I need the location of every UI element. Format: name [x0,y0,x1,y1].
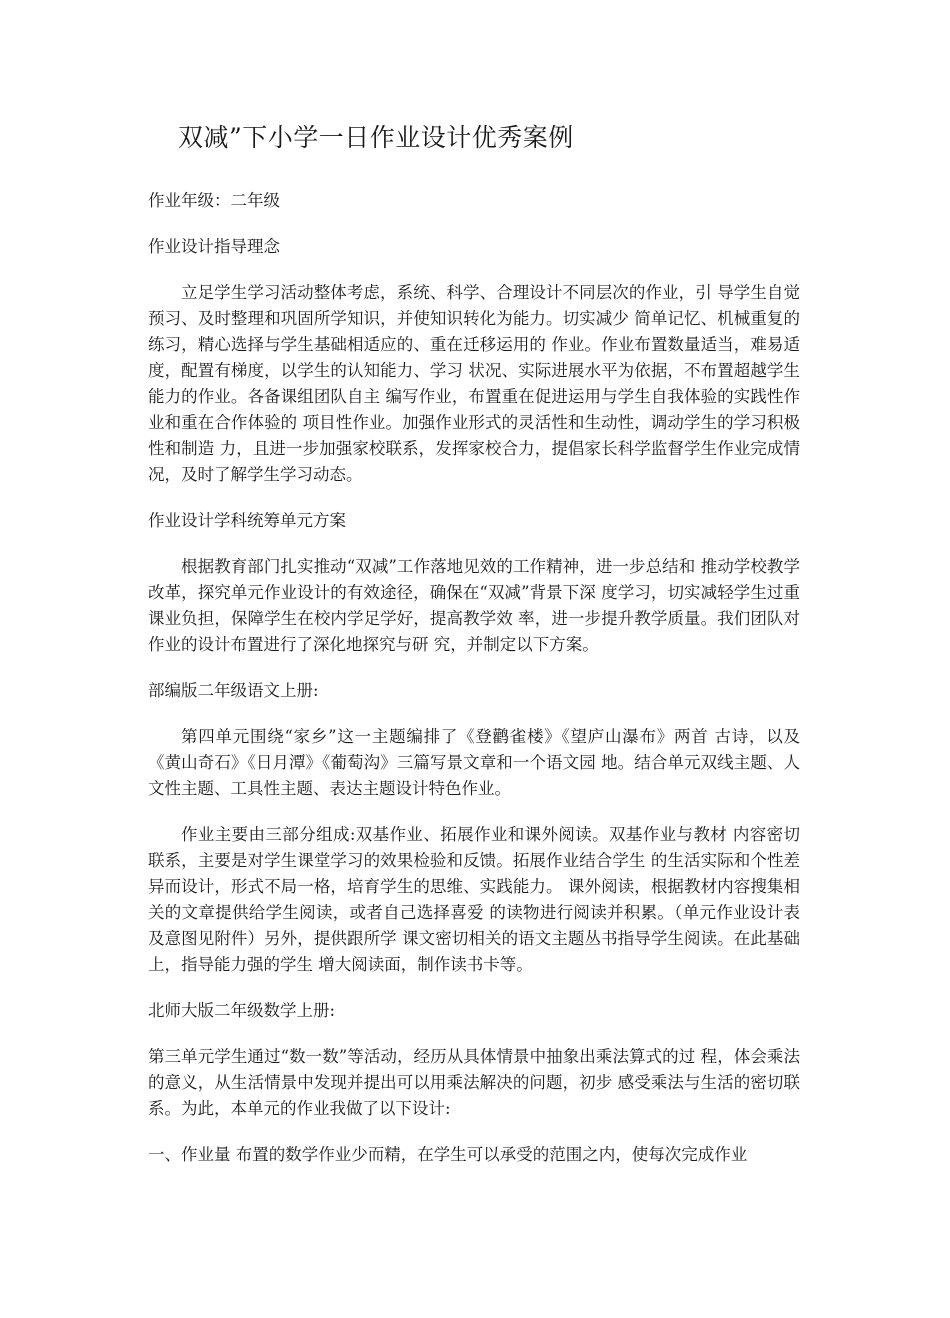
paragraph-unit-plan: 根据教育部门扎实推动“双减”工作落地见效的工作精神，进一步总结和 推动学校教学改革，探究单元作业设计的有效途径，确保在“双减”背景下深 度学习，切实减轻学生过重课业负担，保障学生在校内学足学好，提高教学效 率，进一步提升教学质量。我们团队对作业的设计布置进行了深化地探究与研 究，并制定以下方案。 [148,557,800,654]
document-body [148,188,800,1188]
list-item-homework-amount: 一、作业量 布置的数学作业少而精，在学生可以承受的范围之内，使每次完成作业 [148,1145,748,1164]
paragraph-chinese-homework: 作业主要由三部分组成:双基作业、拓展作业和课外阅读。双基作业与教材 内容密切联系，主要是对学生课堂学习的效果检验和反馈。拓展作业结合学生 的生活实际和个性差异而设计，形式不局一格，培育学生的思维、实践能力。 课外阅读，根据教材内容搜集相关的文章提供给学生阅读，或者自己选择喜爱 的读物进行阅读并积累。（单元作业设计表及意图见附件）另外，提供跟所学 课文密切相关的语文主题丛书指导学生阅读。在此基础上，指导能力强的学生 增大阅读面，制作读书卡等。 [148,825,800,974]
grade-line: 作业年级：二年级 [148,191,280,210]
section-heading-chinese: 部编版二年级语文上册: [148,681,319,700]
section-heading-unit-plan: 作业设计学科统筹单元方案 [148,511,346,530]
document-title: 双减”下小学一日作业设计优秀案例 [178,123,574,152]
paragraph-chinese-unit4: 第四单元围绕“家乡”这一主题编排了《登鹳雀楼》《望庐山瀑布》两首 古诗，以及《黄山奇石》《日月潭》《葡萄沟》三篇写景文章和一个语文园 地。结合单元双线主题、人文性主题、工具性主题、表达主题设计特色作业。 [148,727,800,798]
paragraph-design-philosophy: 立足学生学习活动整体考虑，系统、科学、合理设计不同层次的作业，引 导学生自觉预习、及时整理和巩固所学知识，并使知识转化为能力。切实减少 简单记忆、机械重复的练习，精心选择与学生基础相适应的、重在迁移运用的 作业。作业布置数量适当，难易适度，配置有梯度，以学生的认知能力、学习 状况、实际进展水平为依据，不布置超越学生能力的作业。各备课组团队自主 编写作业，布置重在促进运用与学生自我体验的实践性作业和重在合作体验的 项目性作业。加强作业形式的灵活性和生动性，调动学生的学习积极性和制造 力，且进一步加强家校联系，发挥家校合力，提倡家长科学监督学生作业完成情 况，及时了解学生学习动态。 [148,283,800,484]
section-heading-design-philosophy: 作业设计指导理念 [148,237,280,256]
paragraph-math-unit3: 第三单元学生通过“数一数”等活动，经历从具体情景中抽象出乘法算式的过 程，体会乘法的意义，从生活情景中发现并提出可以用乘法解决的问题，初步 感受乘法与生活的密切联系。为此，本单元的作业我做了以下设计: [148,1047,800,1118]
section-heading-math: 北师大版二年级数学上册: [148,1001,336,1020]
